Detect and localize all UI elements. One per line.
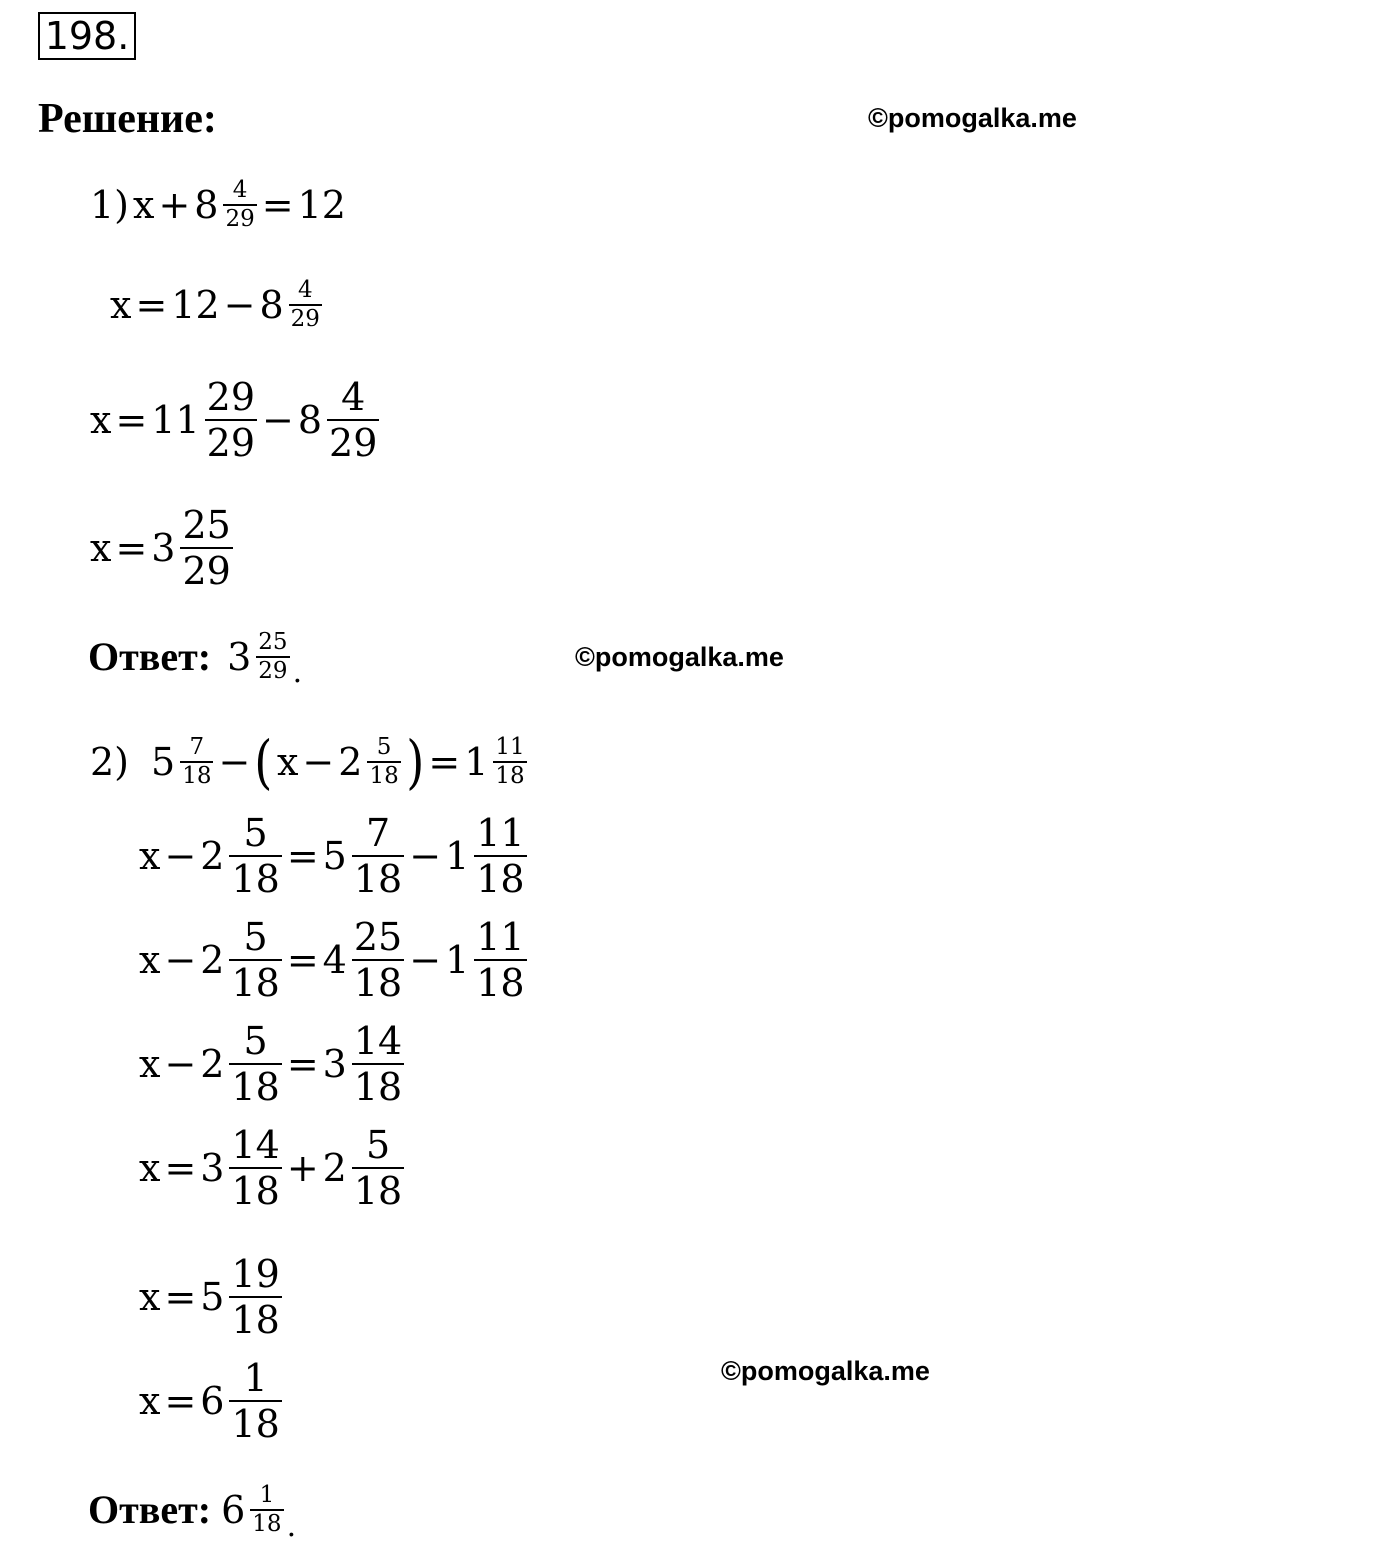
denominator: 29 (329, 421, 378, 465)
whole-part: 2 (322, 1146, 347, 1190)
right-parenthesis: ) (405, 728, 425, 796)
numerator: 11 (495, 734, 525, 760)
numerator: 14 (231, 1123, 280, 1167)
numerator: 14 (353, 1019, 403, 1063)
watermark: ©pomogalka.me (868, 103, 1077, 133)
operator: − (223, 283, 256, 327)
denominator: 29 (290, 306, 320, 332)
variable: x (139, 834, 161, 878)
operator: + (158, 183, 191, 227)
operator: − (164, 938, 197, 982)
answer-label: Ответ: (88, 1487, 212, 1532)
numerator: 29 (206, 375, 255, 419)
whole-part: 2 (200, 834, 225, 878)
part2-answer (88, 1472, 296, 1548)
fraction (474, 811, 526, 901)
operator: = (164, 1379, 197, 1423)
number: 12 (171, 283, 220, 327)
numerator: 25 (258, 629, 288, 655)
denominator: 18 (231, 1402, 280, 1446)
numerator: 7 (189, 734, 205, 760)
variable: x (90, 398, 112, 442)
part1-equation-line (88, 170, 348, 240)
whole-part: 3 (322, 1042, 347, 1086)
numerator: 5 (243, 811, 268, 855)
denominator: 18 (231, 1298, 280, 1342)
numerator: 11 (476, 915, 525, 959)
whole-part: 5 (322, 834, 347, 878)
part2-step-line (137, 908, 530, 1012)
fraction (367, 736, 400, 788)
operator: = (115, 526, 148, 570)
problem-number: 198. (38, 12, 136, 60)
whole-part: 4 (322, 938, 347, 982)
numerator: 4 (341, 375, 366, 419)
fraction (250, 1484, 283, 1536)
result: 12 (297, 183, 346, 227)
numerator: 5 (376, 734, 392, 760)
period: . (286, 1509, 297, 1544)
denominator: 18 (182, 763, 212, 789)
operator: − (409, 834, 442, 878)
numerator: 19 (231, 1252, 280, 1296)
whole-part: 11 (151, 398, 200, 442)
left-parenthesis: ( (254, 728, 273, 796)
operator: = (261, 183, 294, 227)
fraction (352, 915, 404, 1005)
fraction (256, 631, 289, 683)
operator: = (164, 1146, 197, 1190)
solution-heading: Решение: (38, 96, 217, 142)
part2-step-line (137, 1012, 407, 1116)
watermark: ©pomogalka.me (575, 642, 784, 672)
fraction (229, 1252, 281, 1342)
whole-part: 8 (297, 398, 323, 442)
denominator: 18 (495, 763, 525, 789)
numerator: 1 (259, 1482, 275, 1508)
operator: = (115, 398, 148, 442)
operator: = (428, 740, 461, 784)
variable: x (139, 1146, 161, 1190)
numerator: 7 (365, 811, 391, 855)
numerator: 25 (182, 503, 231, 547)
period: . (292, 655, 303, 690)
whole-part: 1 (445, 834, 470, 878)
part2-equation-line (88, 725, 530, 799)
numerator: 4 (232, 177, 248, 203)
part-label: 1) (90, 183, 130, 227)
numerator: 5 (243, 1019, 268, 1063)
operator: − (164, 834, 197, 878)
fraction (289, 279, 322, 331)
numerator: 25 (353, 915, 403, 959)
whole-part: 1 (464, 740, 489, 784)
part1-step-line (88, 496, 236, 600)
numerator: 4 (297, 277, 313, 303)
denominator: 29 (258, 658, 288, 684)
variable: x (90, 526, 112, 570)
denominator: 29 (225, 206, 255, 232)
part2-step-line (137, 1349, 285, 1453)
whole-part: 3 (200, 1146, 225, 1190)
part1-answer (88, 620, 302, 694)
numerator: 5 (243, 915, 268, 959)
denominator: 18 (231, 1065, 280, 1109)
fraction (474, 915, 526, 1005)
denominator: 18 (252, 1511, 282, 1537)
fraction (205, 375, 257, 465)
watermark: ©pomogalka.me (721, 1356, 930, 1386)
whole-part: 2 (200, 1042, 225, 1086)
denominator: 18 (353, 857, 403, 901)
denominator: 18 (231, 961, 280, 1005)
operator: + (286, 1146, 319, 1190)
operator: = (135, 283, 168, 327)
variable: x (139, 1379, 161, 1423)
denominator: 18 (353, 1065, 403, 1109)
part1-step-line (108, 270, 325, 340)
part2-step-line (137, 1116, 407, 1220)
denominator: 18 (353, 1169, 403, 1213)
fraction (223, 179, 256, 231)
whole-part: 3 (227, 635, 252, 679)
whole-part: 3 (151, 526, 176, 570)
denominator: 18 (231, 857, 280, 901)
variable: x (139, 1042, 161, 1086)
fraction (352, 811, 404, 901)
numerator: 5 (365, 1123, 391, 1167)
whole-part: 6 (221, 1488, 246, 1532)
denominator: 29 (182, 549, 231, 593)
numerator: 1 (243, 1356, 268, 1400)
operator: − (262, 398, 294, 442)
denominator: 18 (353, 961, 403, 1005)
variable: x (133, 183, 155, 227)
part-label: 2) (90, 740, 130, 784)
part2-step-line (137, 804, 530, 908)
fraction (352, 1019, 404, 1109)
fraction (180, 736, 213, 788)
denominator: 18 (476, 857, 525, 901)
whole-part: 2 (338, 740, 363, 784)
denominator: 29 (206, 421, 255, 465)
fraction (229, 811, 281, 901)
whole-part: 1 (445, 938, 470, 982)
answer-label: Ответ: (88, 634, 212, 679)
fraction (327, 375, 379, 465)
whole-part: 6 (200, 1379, 225, 1423)
variable: x (276, 740, 299, 784)
fraction (229, 1019, 281, 1109)
operator: = (286, 1042, 319, 1086)
whole-part: 8 (194, 183, 219, 227)
fraction (229, 915, 281, 1005)
denominator: 18 (231, 1169, 280, 1213)
operator: = (286, 938, 319, 982)
variable: x (110, 283, 132, 327)
fraction (352, 1123, 404, 1213)
operator: − (409, 938, 442, 982)
denominator: 18 (369, 763, 399, 789)
operator: = (164, 1275, 197, 1319)
whole-part: 8 (259, 283, 284, 327)
whole-part: 5 (151, 740, 176, 784)
operator: − (218, 740, 251, 784)
fraction (229, 1123, 281, 1213)
part1-step-line (88, 368, 382, 472)
operator: − (164, 1042, 197, 1086)
variable: x (139, 1275, 161, 1319)
whole-part: 5 (200, 1275, 225, 1319)
whole-part: 2 (200, 938, 225, 982)
denominator: 18 (476, 961, 525, 1005)
fraction (493, 736, 526, 788)
operator: − (302, 740, 335, 784)
fraction (180, 503, 232, 593)
fraction (229, 1356, 281, 1446)
numerator: 11 (476, 811, 525, 855)
part2-step-line (137, 1245, 285, 1349)
operator: = (286, 834, 319, 878)
variable: x (139, 938, 161, 982)
